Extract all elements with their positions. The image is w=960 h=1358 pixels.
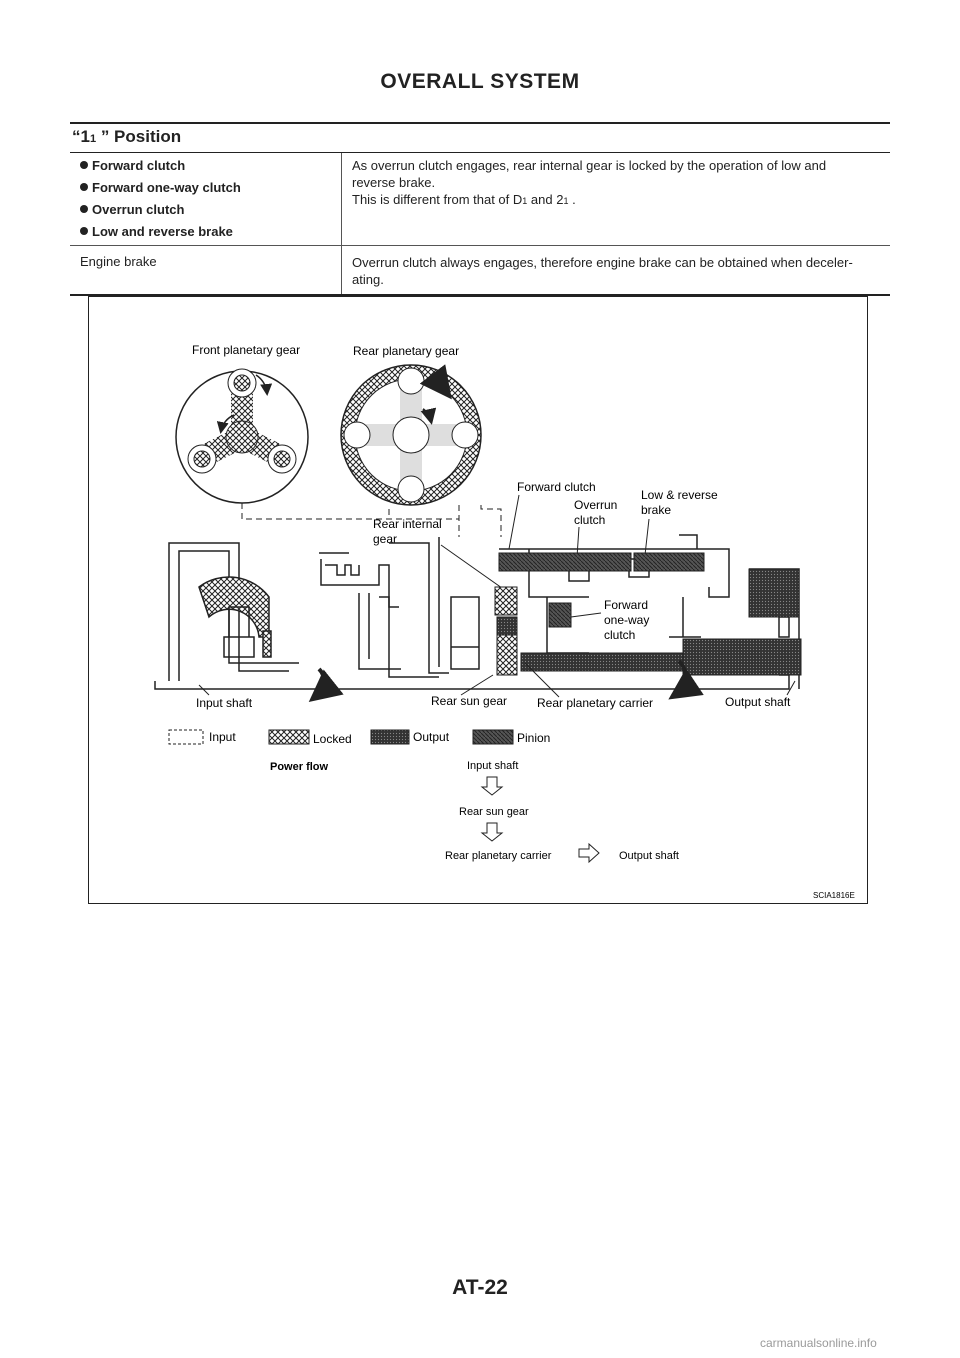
bullet-icon (80, 161, 88, 169)
hatched-block (495, 587, 517, 615)
forward-clutch-plates (499, 553, 631, 571)
figure-code: SCIA1816E (813, 891, 855, 900)
label-forward-owc-2: one-way (604, 613, 650, 627)
right-arrow-icon (579, 844, 599, 862)
label-rear-planetary-carrier: Rear planetary carrier (537, 696, 654, 710)
header-rule (70, 122, 890, 124)
list-item: Forward one-way clutch (80, 180, 331, 195)
label-low-reverse-brake-2: brake (641, 503, 672, 517)
hatched-block (497, 635, 517, 675)
label-rear-internal-gear-2: gear (373, 532, 398, 546)
legend-locked-label: Locked (313, 732, 352, 746)
bullet-icon (80, 205, 88, 213)
elements-description: As overrun clutch engages, rear internal gear is locked by the operation of low and reverse brake. This is different from that of D1 and 21 . (352, 158, 827, 207)
label-forward-owc-1: Forward (604, 598, 649, 612)
page-number: AT-22 (452, 1276, 508, 1299)
label-front-planetary-gear: Front planetary gear (192, 343, 301, 357)
bullet-icon (80, 183, 88, 191)
power-flow-diagram (88, 296, 868, 904)
watermark: carmanualsonline.info (760, 1336, 877, 1350)
elements-cell (70, 153, 342, 245)
bullet-icon (80, 227, 88, 235)
legend-input-swatch (169, 730, 203, 744)
legend-output-swatch (371, 730, 409, 744)
power-flow-step-2: Rear sun gear (459, 806, 529, 818)
output-shaft-block (683, 639, 801, 675)
label-rear-planetary-gear: Rear planetary gear (353, 344, 460, 358)
legend-pinion-label: Pinion (517, 731, 551, 745)
label-overrun-clutch-2: clutch (574, 513, 606, 527)
section-title: “11 ” Position (72, 127, 182, 146)
engine-brake-description: Overrun clutch always engages, therefore engine brake can be obtained when deceler- ating. (352, 255, 853, 287)
down-arrow-icon (482, 777, 502, 795)
output-housing (749, 569, 799, 617)
legend-pinion-swatch (473, 730, 513, 744)
down-arrow-icon (482, 823, 502, 841)
forward-owc (549, 603, 571, 627)
position-table (70, 153, 890, 296)
legend-input-label: Input (209, 730, 236, 744)
label-forward-owc-3: clutch (604, 628, 636, 642)
list-item: Forward clutch (80, 158, 331, 173)
label-output-shaft: Output shaft (725, 695, 791, 709)
low-reverse-plates (634, 553, 704, 571)
front-planetary-gear (176, 369, 308, 503)
dark-block (497, 617, 517, 635)
rear-planetary-gear (341, 365, 481, 505)
list-item: Low and reverse brake (80, 224, 331, 239)
page-header-title: OVERALL SYSTEM (380, 70, 580, 93)
power-flow (270, 760, 679, 862)
legend-locked-swatch (269, 730, 309, 744)
table-row-engine-brake (70, 246, 890, 296)
power-flow-title: Power flow (270, 761, 329, 773)
legend (169, 730, 550, 746)
label-rear-internal-gear-1: Rear internal (373, 517, 442, 531)
diagram-svg (89, 297, 869, 905)
power-flow-step-4: Output shaft (619, 850, 679, 862)
power-flow-step-1: Input shaft (467, 760, 519, 772)
engine-brake-label: Engine brake (70, 246, 342, 294)
label-overrun-clutch-1: Overrun (574, 498, 618, 512)
label-forward-clutch: Forward clutch (517, 480, 596, 494)
list-item: Overrun clutch (80, 202, 331, 217)
label-low-reverse-brake-1: Low & reverse (641, 488, 718, 502)
label-input-shaft: Input shaft (196, 696, 253, 710)
legend-output-label: Output (413, 730, 450, 744)
power-flow-step-3: Rear planetary carrier (445, 850, 552, 862)
table-row-elements (70, 153, 890, 246)
label-rear-sun-gear: Rear sun gear (431, 694, 508, 708)
